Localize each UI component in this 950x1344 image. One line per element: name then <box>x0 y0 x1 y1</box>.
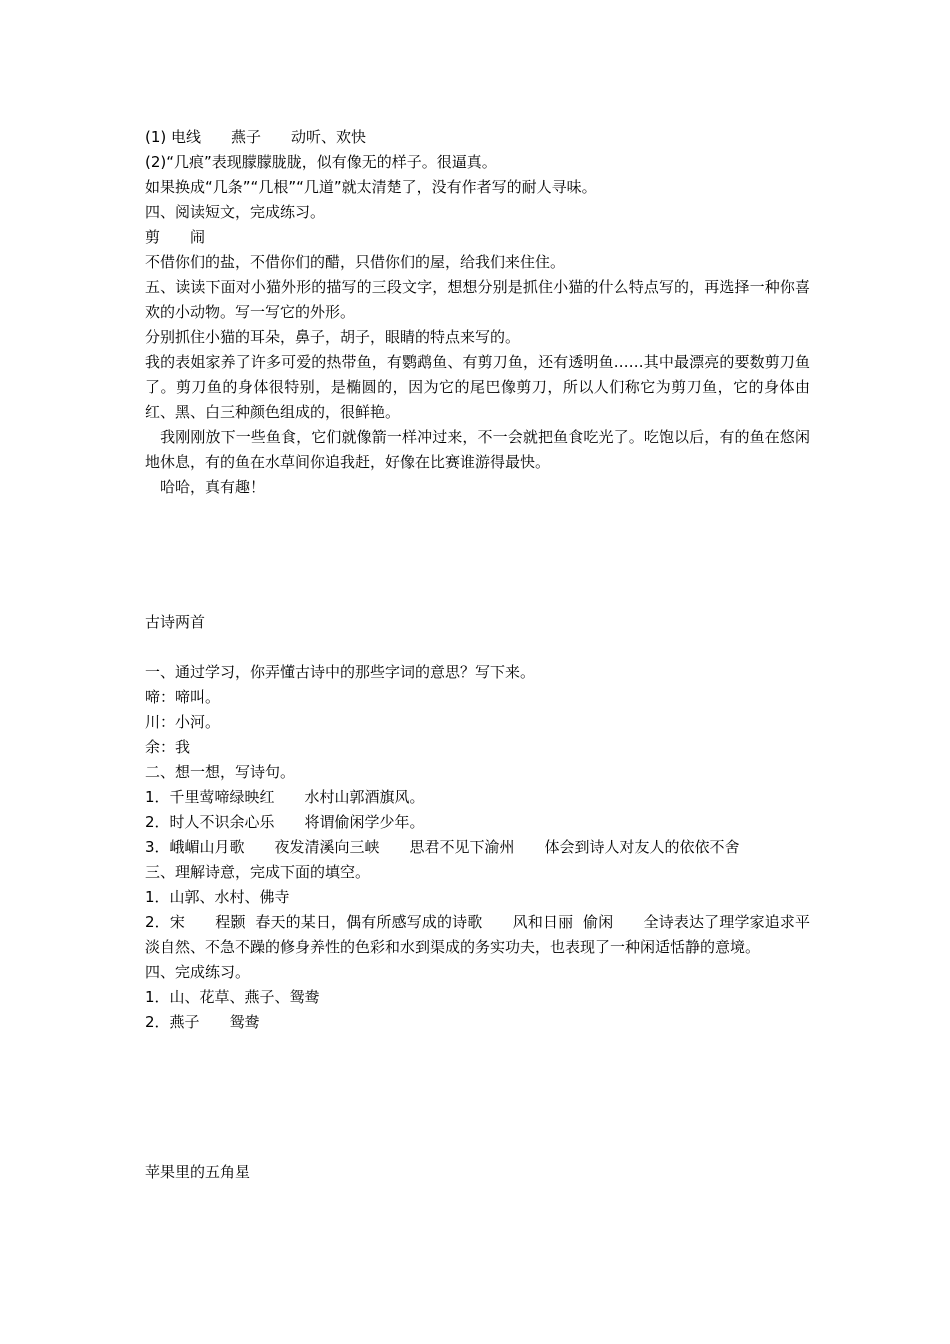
question-5-heading: 五、读读下面对小猫外形的描写的三段文字，想想分别是抓住小猫的什么特点写的，再选择一种你喜欢的小动物。写一写它的外形。 <box>145 278 810 321</box>
section-title-apple-star: 苹果里的五角星 <box>145 1163 251 1181</box>
answer-line-2: (2)“几痕”表现朦朦胧胧，似有像无的样子。很逼真。 <box>145 153 497 171</box>
answer-line-1: (1) 电线 燕子 动听、欢快 <box>145 128 367 146</box>
poem-question-1: 一、通过学习，你弄懂古诗中的那些字词的意思？写下来。 <box>145 663 536 681</box>
poem-answer-line: 啼：啼叫。 <box>145 688 221 706</box>
answer-line-cat: 分别抓住小猫的耳朵，鼻子，胡子，眼睛的特点来写的。 <box>145 328 521 346</box>
poem-question-3: 三、理解诗意，完成下面的填空。 <box>145 863 371 881</box>
answer-line-cut: 剪 闹 <box>145 228 206 246</box>
answer-line-3: 如果换成“几条”“几根”“几道”就太清楚了，没有作者写的耐人寻味。 <box>145 178 597 196</box>
poem-answer-line: 川：小河。 <box>145 713 221 731</box>
poem-answer-line: 1．千里莺啼绿映红 水村山郭酒旗风。 <box>145 788 425 806</box>
essay-paragraph-1: 我的表姐家养了许多可爱的热带鱼，有鹦鹉鱼、有剪刀鱼，还有透明鱼……其中最漂亮的要数剪刀鱼了。剪刀鱼的身体很特别，是椭圆的，因为它的尾巴像剪刀，所以人们称它为剪刀鱼，它的身体由红、黑、白三种颜色组成的，很鲜艳。 <box>145 353 810 421</box>
answer-line-salt: 不借你们的盐，不借你们的醋，只借你们的屋，给我们来住住。 <box>145 253 566 271</box>
poem-question-4: 四、完成练习。 <box>145 963 251 981</box>
essay-paragraph-3: 哈哈，真有趣！ <box>145 478 266 496</box>
poem-answer-line: 1．山、花草、燕子、鸳鸯 <box>145 988 320 1006</box>
document-body <box>145 125 810 1185</box>
poem-answer-line: 2．时人不识余心乐 将谓偷闲学少年。 <box>145 813 425 831</box>
spacer <box>145 635 810 660</box>
poem-answer-line: 余：我 <box>145 738 191 756</box>
poem-answer-paragraph: 2．宋 程颢 春天的某日，偶有所感写成的诗歌 风和日丽 偷闲 全诗表达了理学家追求平淡自然、不急不躁的修身养性的色彩和水到渠成的务实功夫，也表现了一种闲适恬静的意境。 <box>145 913 810 956</box>
section-title-poems: 古诗两首 <box>145 613 206 631</box>
poem-question-2: 二、想一想，写诗句。 <box>145 763 296 781</box>
spacer <box>145 500 810 610</box>
essay-paragraph-2: 我刚刚放下一些鱼食，它们就像箭一样冲过来，不一会就把鱼食吃光了。吃饱以后，有的鱼在悠闲地休息，有的鱼在水草间你追我赶，好像在比赛谁游得最快。 <box>145 428 810 471</box>
poem-answer-line: 1．山郭、水村、佛寺 <box>145 888 290 906</box>
poem-answer-line: 3．峨嵋山月歌 夜发清溪向三峡 思君不见下渝州 体会到诗人对友人的依依不舍 <box>145 838 740 856</box>
question-4-heading: 四、阅读短文，完成练习。 <box>145 203 326 221</box>
poem-answer-line: 2．燕子 鸳鸯 <box>145 1013 260 1031</box>
spacer <box>145 1035 810 1160</box>
